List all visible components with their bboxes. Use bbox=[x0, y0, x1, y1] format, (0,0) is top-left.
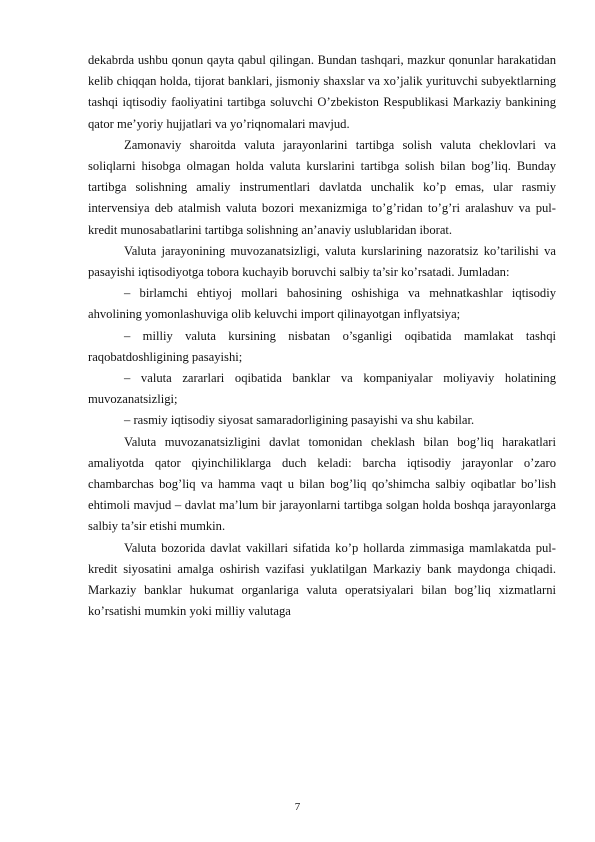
list-item-competitiveness: – milliy valuta kursining nisbatan o’sganligi oqibatida mamlakat tashqi raqobatdoshligining pasayishi; bbox=[88, 328, 556, 364]
list-item-policy-efficiency: – rasmiy iqtisodiy siyosat samaradorligining pasayishi va shu kabilar. bbox=[124, 413, 475, 428]
page-number: 7 bbox=[294, 801, 301, 813]
paragraph-continuation: dekabrda ushbu qonun qayta qabul qilingan. Bundan tashqari, mazkur qonunlar harakatidan kelib chiqqan holda, tijorat banklari, jismoniy shaxslar va xo’jalik yurituvchi subyektlarning tashqi iqtisodiy faoliyatini tartibga soluvchi O’zbekiston Respublikasi Markaziy bankining qator me’yoriy hujjatlari va yo’riqnomalari mavjud. bbox=[88, 53, 556, 131]
list-item-currency-losses: – valuta zararlari oqibatida banklar va kompaniyalar moliyaviy holatining muvozanatsizligi; bbox=[88, 371, 556, 407]
paragraph-imbalance-effects: Valuta jarayonining muvozanatsizligi, valuta kurslarining nazoratsiz ko’tarilishi va pasayishi iqtisodiyotga tobora kuchayib boruvchi salbiy ta’sir ko’rsatadi. Jumladan: bbox=[88, 243, 556, 280]
paragraph-state-limitation: Valuta muvozanatsizligini davlat tomonidan cheklash bilan bog’liq harakatlari amaliyotda qator qiyinchiliklarga duch keladi: barcha iqtisodiy jarayonlar o’zaro chambarchas bog’liq va hamma vaqt u bilan bog’liq qo’shimcha salbiy oqibatlar bo’lish ehtimoli mavjud – davlat ma’lum bir jarayonlarni tartibga solgan holda boshqa jarayonlarga salbiy ta’sir etishi mumkin. bbox=[88, 434, 556, 534]
list-item-imported-inflation: – birlamchi ehtiyoj mollari bahosining oshishiga va mehnatkashlar iqtisodiy ahvolining yomonlashuviga olib keluvchi import qilinayotgan inflyatsiya; bbox=[88, 286, 556, 322]
body-text bbox=[88, 50, 556, 622]
paragraph-central-bank: Valuta bozorida davlat vakillari sifatida ko’p hollarda zimmasiga mamlakatda pul-kredit siyosatini amalga oshirish vazifasi yuklatilgan Markaziy bank maydonga chiqadi. Markaziy banklar hukumat organlariga valuta operatsiyalari bilan bog’liq xizmatlarni ko’rsatishi mumkin yoki milliy valutaga bbox=[88, 540, 556, 619]
paragraph-currency-regulation: Zamonaviy sharoitda valuta jarayonlarini tartibga solish valuta cheklovlari va soliqlarni hisobga olmagan holda valuta kurslarini tartibga solish bilan bog’liq. Bunday tartibga solishning amaliy instrumentlari davlatda unchalik ko’p emas, ular rasmiy intervensiya deb atalmish valuta bozori mexanizmiga to’g’ridan to’g’ri aralashuv va pul-kredit munosabatlarini tartibga solishning an’anaviy uslublaridan iborat. bbox=[88, 137, 556, 237]
